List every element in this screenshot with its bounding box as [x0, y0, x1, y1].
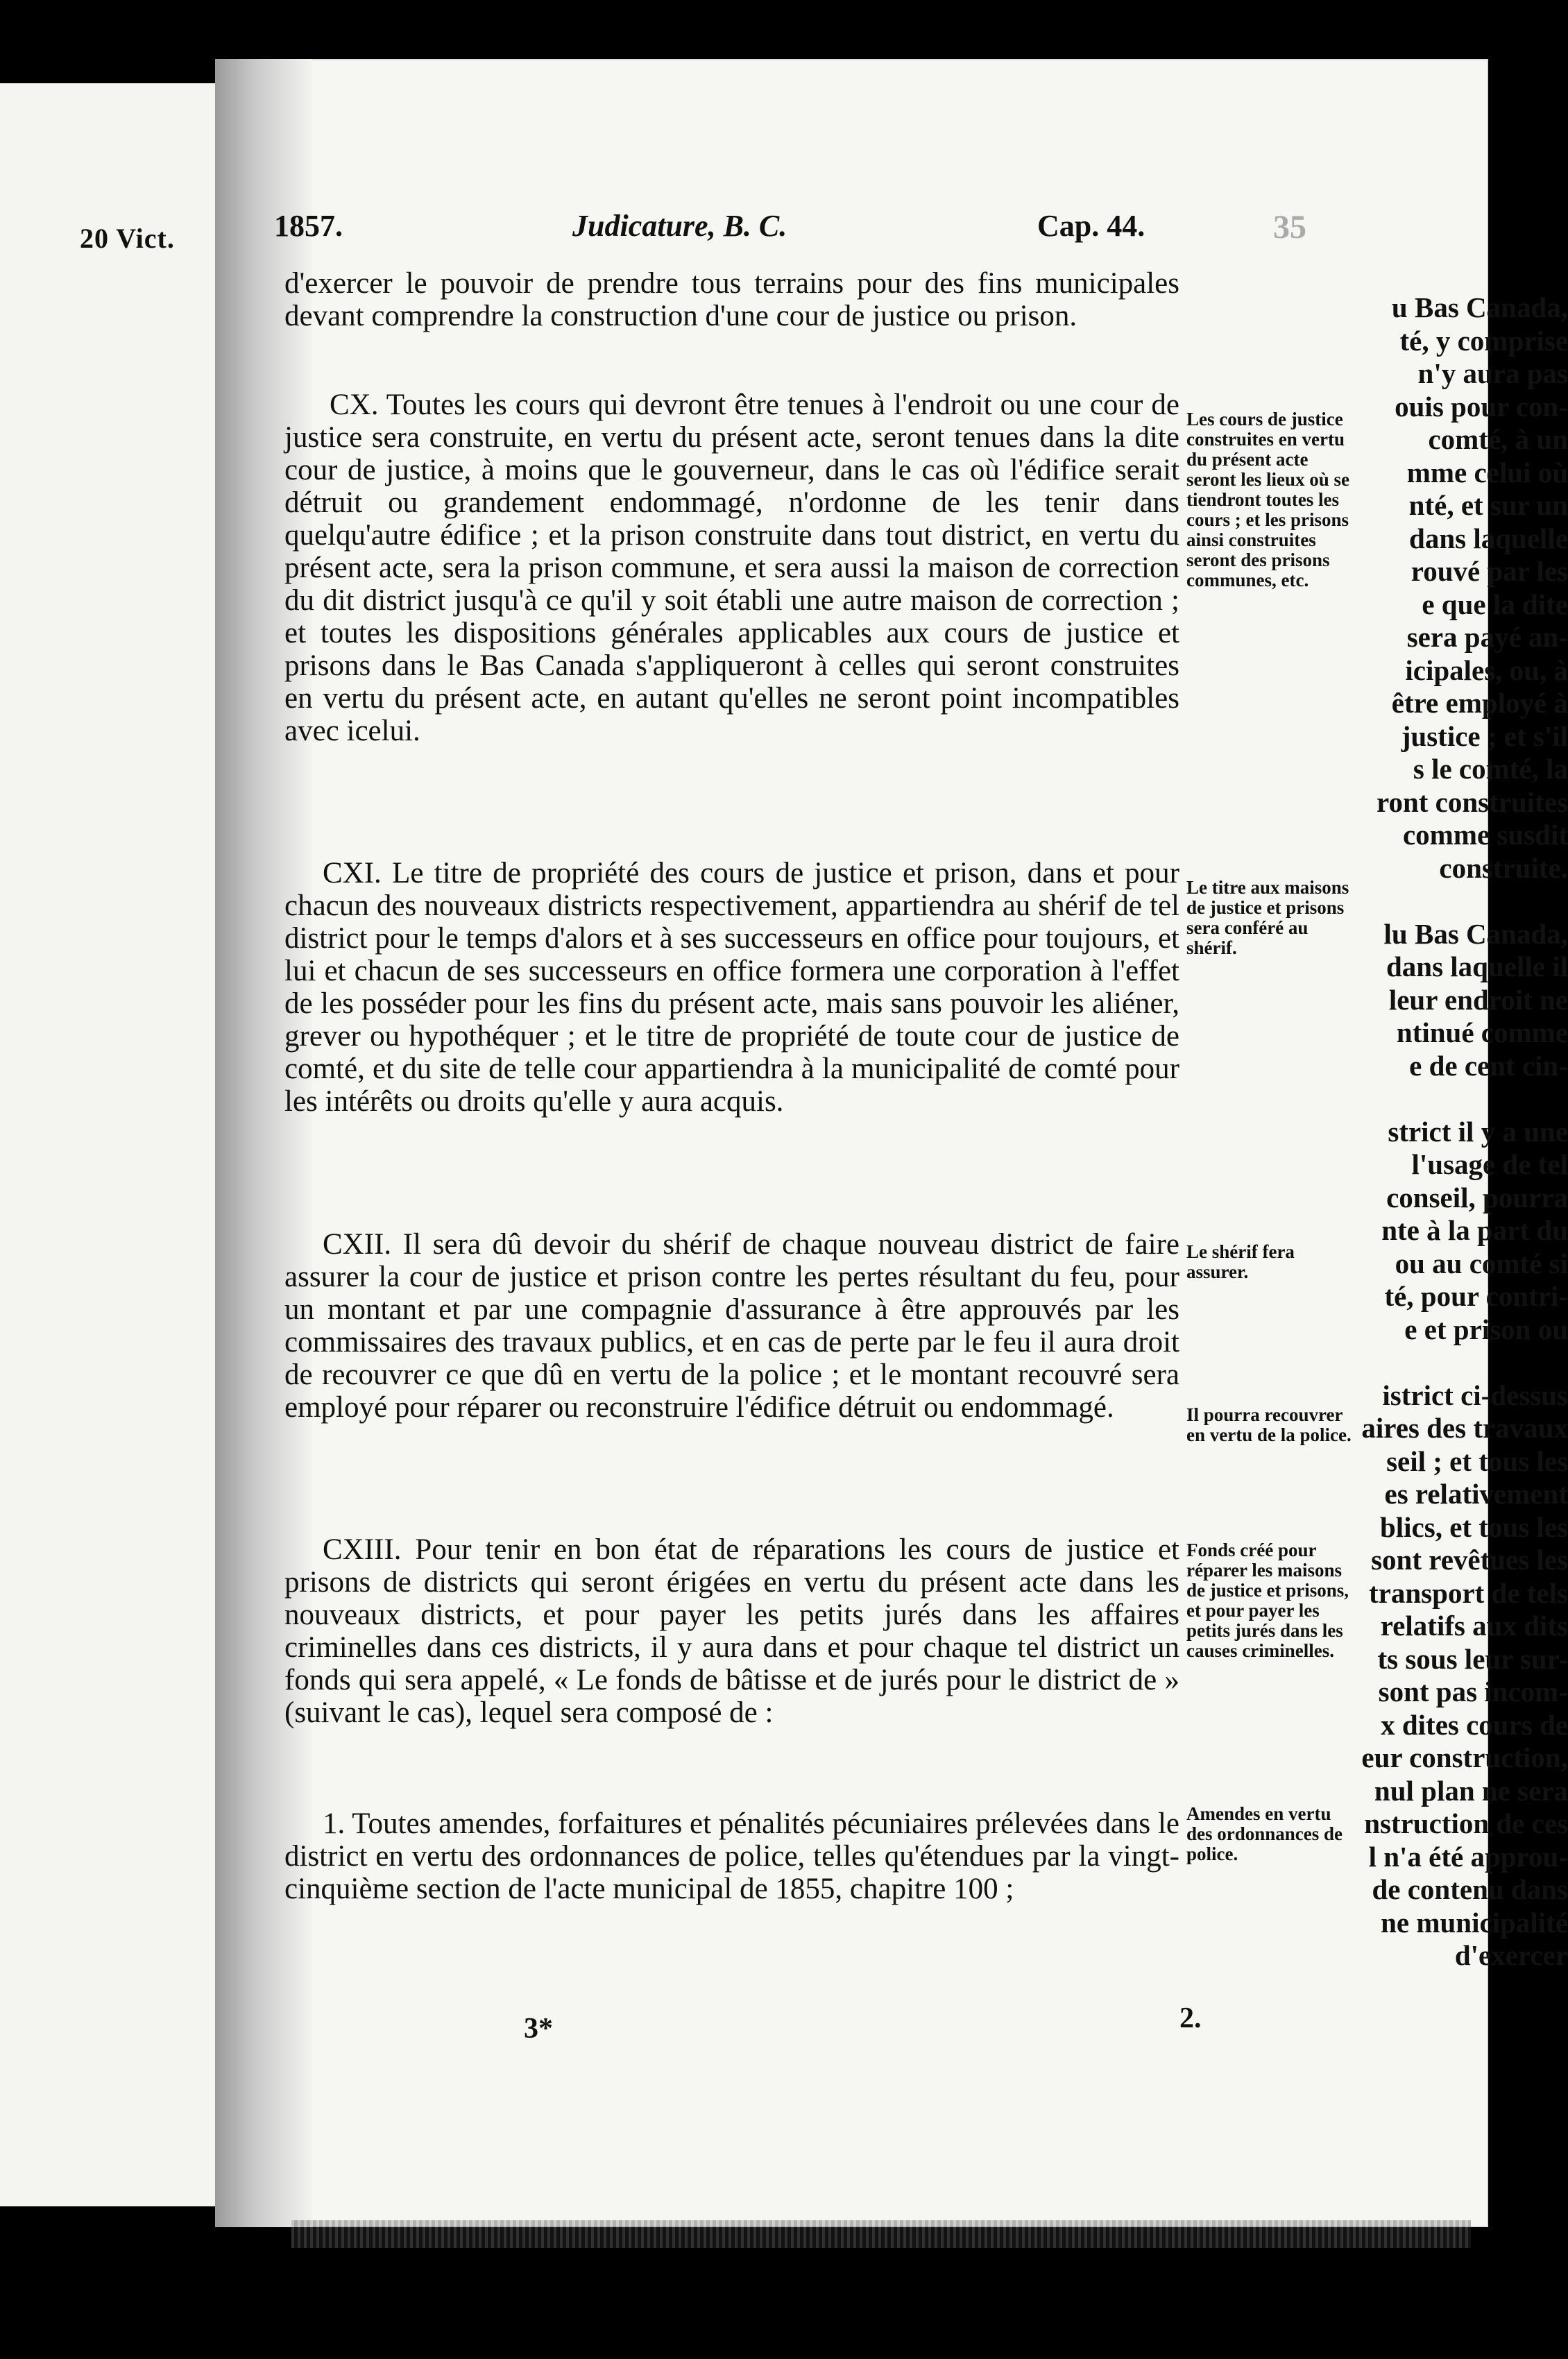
scan-edge [291, 2220, 1471, 2248]
left-page-line: l n'a été approu- [1368, 1840, 1568, 1873]
left-page-line: s le comté, la [1413, 753, 1568, 785]
margin-note-cxiii: Fonds créé pour réparer les maisons de justice et prisons, et pour payer les petits jurés dans les causes criminelles. [1186, 1540, 1349, 1661]
margin-note-cxii: Le shérif fera assurer. [1186, 1241, 1295, 1282]
left-page-line: u Bas Canada, [1391, 291, 1568, 323]
left-page-line: être employé à [1391, 687, 1568, 719]
left-page-line: mme celui où [1406, 456, 1568, 488]
left-page-line: d'exercer [1454, 1939, 1568, 1971]
left-page-line: transport de tels [1369, 1576, 1568, 1609]
left-page-line: té, y comprise [1399, 324, 1568, 357]
left-page-line: es relativement [1384, 1478, 1568, 1510]
header-year: 1857. [274, 209, 343, 243]
margin-note-cxi: Le titre aux maisons de justice et prisons sera conféré au shérif. [1186, 877, 1349, 958]
left-page-line: seil ; et tous les [1386, 1445, 1568, 1477]
left-page-line: conseil, pourra [1386, 1181, 1568, 1213]
page-number: 35 [1273, 209, 1306, 246]
left-page-line: comme susdit [1402, 819, 1568, 851]
signature-mark: 3* [524, 2013, 553, 2045]
left-page-line: rouvé par les [1411, 555, 1568, 587]
left-page-line: e que la dite [1422, 588, 1568, 620]
left-page-line: nstruction de ces [1364, 1807, 1568, 1839]
left-page-line: leur endroit ne [1388, 983, 1568, 1016]
left-page-line: e de cent cin- [1409, 1049, 1568, 1082]
left-page-line: aires des travaux [1361, 1412, 1568, 1444]
left-page-line: ou au comté si [1395, 1247, 1568, 1279]
left-page-line: icipales, ou, à [1405, 654, 1568, 686]
left-page-line: x dites cours de [1381, 1708, 1568, 1741]
left-page-line: ront construites [1377, 785, 1568, 818]
left-page-line: té, pour contri- [1384, 1280, 1568, 1312]
left-page-line: justice ; et s'il [1401, 719, 1568, 752]
section-cxiii: CXIII. Pour tenir en bon état de réparations les cours de justice et prisons de districts qui seront érigées en vertu du présent acte dans les nouveaux districts, et pour payer les petits jurés dans les affaires criminelles dans ces districts, il y aura dans et pour chaque tel district un fonds qui sera appelé, « Le fonds de bâtisse et de jurés pour le district de » (suivant le cas), lequel sera composé de : [284, 1533, 1179, 1729]
section-cxii: CXII. Il sera dû devoir du shérif de chaque nouveau district de faire assurer la cour de justice et prison contre les pertes résultant du feu, pour un montant et par une compagnie d'assurance à être approuvés par les commissaires des travaux publics, et en cas de perte par le feu il aura droit de recouvrer ce que dû en vertu de la police ; et le montant recouvré sera employé pour réparer ou reconstruire l'édifice détruit ou endommagé. [284, 1228, 1179, 1424]
left-page-line: nté, et sur un [1408, 489, 1568, 521]
left-page-line [1318, 1346, 1568, 1379]
left-page-line: lu Bas Canada, [1383, 917, 1568, 950]
left-page-line: sont pas incom- [1378, 1676, 1568, 1707]
left-page-line: ntinué comme [1396, 1016, 1568, 1048]
margin-note-cx: Les cours de justice construites en vertu du présent acte seront les lieux où se tiendront toutes les cours ; et les prisons ainsi construites seront des prisons communes, etc. [1186, 409, 1349, 590]
left-page-line: nte à la part du [1381, 1214, 1568, 1246]
left-page-line: blics, et tous les [1379, 1510, 1568, 1543]
left-page-line: construite. [1439, 851, 1568, 884]
left-page-line: dans laquelle [1409, 522, 1568, 554]
left-page [0, 83, 250, 2206]
section-cxi: CXI. Le titre de propriété des cours de justice et prison, dans et pour chacun des nouveaux districts respectivement, appartiendra au shérif de tel district pour le temps d'alors et à ses successeurs en office pour toujours, et lui et chacun de ses successeurs en office formera une corporation à l'effet de les posséder pour les fins du présent acte, mais sans pouvoir les aliéner, grever ou hypothéquer ; et le titre de propriété de toute cour de justice de comté, et du site de telle cour appartiendra à la municipalité de comté pour les intérêts ou droits qu'elle y aura acquis. [284, 857, 1179, 1118]
section-item-1: 1. Toutes amendes, forfaitures et pénalités pécuniaires prélevées dans le district en vertu des ordonnances de police, telles qu'étendues par la vingt-cinquième section de l'acte municipal de 1855, chapitre 100 ; [284, 1807, 1179, 1905]
left-page-line: istrict ci-dessus [1382, 1379, 1568, 1411]
left-page-line: nul plan ne sera [1374, 1774, 1568, 1807]
catchword: 2. [1179, 2002, 1202, 2034]
left-page-line: e et prison ou [1404, 1313, 1568, 1345]
left-page-line: comté, à un [1428, 423, 1568, 455]
left-page-line: sera payé an- [1406, 621, 1568, 653]
intro-text: d'exercer le pouvoir de prendre tous terrains pour des fins municipales devant comprendre la construction d'une cour de justice ou prison. [284, 267, 1179, 332]
left-page-line: sont revêtues les [1371, 1544, 1568, 1576]
left-page-header: 20 Vict. [80, 223, 175, 254]
left-page-line: de contenu dans [1372, 1873, 1568, 1905]
left-page-line: ne municipalité [1381, 1906, 1568, 1939]
left-page-line: ts sous leur sur- [1377, 1642, 1568, 1675]
margin-note-cxii-2: Il pourra recouvrer en vertu de la police. [1186, 1404, 1352, 1445]
left-page-line: eur construction, [1361, 1741, 1568, 1773]
left-page-line: l'usage de tel [1411, 1148, 1568, 1180]
left-page-line: ouis pour con- [1395, 390, 1568, 423]
left-page-line [1318, 1082, 1568, 1116]
section-cx: CX. Toutes les cours qui devront être tenues à l'endroit ou une cour de justice sera construite, en vertu du présent acte, seront tenues dans la dite cour de justice, à moins que le gouverneur, dans le cas où l'édifice serait détruit ou grandement endommagé, n'ordonne de les tenir dans quelqu'autre édifice ; et la prison construite dans tout district, en vertu du présent acte, sera la prison commune, et sera aussi la maison de correction du dit district jusqu'à ce qu'il y soit établi une autre maison de correction ; et toutes les dispositions générales applicables aux cours de justice et prisons dans le Bas Canada s'appliqueront à celles qui seront construites en vertu du présent acte, en autant qu'elles ne seront point incompatibles avec icelui. [284, 389, 1179, 747]
left-page-line: strict il y a une [1388, 1115, 1568, 1148]
header-chapter: Cap. 44. [1037, 209, 1145, 243]
left-page-line: n'y aura pas [1417, 357, 1568, 389]
left-page-line: relatifs aux dits [1380, 1610, 1568, 1642]
left-page-line: dans laquelle il [1386, 951, 1568, 982]
margin-note-item-1: Amendes en vertu des ordonnances de police. [1186, 1803, 1343, 1864]
header-title: Judicature, B. C. [572, 209, 787, 243]
